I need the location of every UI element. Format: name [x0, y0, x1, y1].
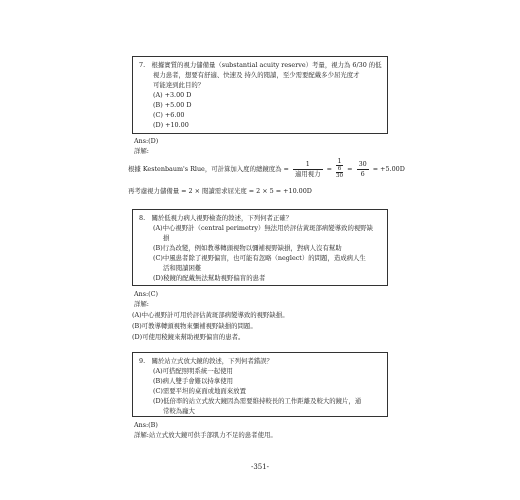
q7-stem-line3: 可能達到此目的？: [153, 81, 205, 89]
q8-explain-d: (D)可使用稜鏡來幫助視野偏盲的患者。: [132, 333, 245, 341]
q9-option-a: (A)可搭配照明系統一起使用: [153, 367, 233, 375]
formula1-f3-numerator: 30: [358, 159, 367, 168]
q8-answer: Ans:(C): [134, 290, 159, 298]
formula1-f3-denominator: 6: [360, 169, 365, 178]
question-9-box: [132, 352, 388, 417]
q8-explain-label: 詳解:: [134, 300, 149, 308]
formula1-inner-fraction: [336, 166, 343, 179]
q7-formula-1: [128, 154, 405, 184]
q7-option-b: (B) +5.00 D: [153, 101, 192, 109]
q9-option-b: (B)病人雙手會難以持拿使用: [153, 377, 233, 385]
formula1-f1-numerator: 1: [293, 160, 323, 170]
formula1-equals: =: [326, 165, 332, 173]
question-8-box: [132, 209, 388, 286]
q8-explain-a: (A)中心視野計可用於評估黃斑部病變導致的視野缺損。: [132, 311, 289, 319]
q8-option-a-cont: 損: [163, 234, 170, 242]
q8-stem: 8. 關於低視力病人視野檢查的敘述，下列何者正確？: [139, 214, 293, 222]
q7-explain-label: 詳解:: [134, 147, 149, 155]
q8-option-a: (A)中心視野計（central perimetry）無法用於評估黃斑部病變導致的視野缺: [153, 224, 374, 232]
formula1-result: = +5.00D: [372, 165, 405, 173]
q7-stem-line2: 視力患者，想要有舒適、快速及 持久的閱讀，至少需要配戴多少屈光度才: [153, 71, 360, 79]
q9-option-c: (C)需要平坦的桌面或地面來放置: [153, 387, 246, 395]
q8-option-c: (C)中風患者除了視野偏盲，也可能有忽略（neglect）的問題，造成病人生: [153, 254, 366, 262]
q7-option-a: (A) +3.00 D: [153, 91, 192, 99]
formula1-inner-numerator: 6: [337, 166, 342, 172]
q9-option-d: (D)低倍率的站立式放大鏡因為需要維持較長的工作距離及較大的鏡片，通: [153, 397, 362, 405]
page-number: -351-: [250, 463, 270, 471]
q9-explain: 詳解:站立式放大鏡可供手部肌力不足的患者使用。: [134, 431, 277, 439]
formula1-prefix: 根據 Kestenbaum's Rlue，可計算加入度的總鏡度為 =: [128, 165, 289, 173]
formula1-inner-denominator: 30: [335, 173, 344, 179]
q9-answer: Ans:(B): [134, 421, 158, 429]
formula1-fraction-3: [357, 160, 369, 179]
formula1-equals-2: =: [347, 165, 353, 173]
formula1-f1-denominator: 適用視力: [294, 169, 321, 178]
q9-stem: 9. 關於站立式放大鏡的敘述，下列何者錯誤？: [139, 357, 273, 365]
q7-option-d: (D) +10.00: [153, 121, 189, 129]
q7-formula-2: 再考慮視力儲備量 = 2 × 閱讀需求屈光度 = 2 × 5 = +10.00D: [128, 187, 312, 195]
q7-option-c: (C) +6.00: [153, 111, 185, 119]
formula1-f2-denominator: [336, 166, 343, 181]
q9-option-d-cont: 常較為龐大: [163, 407, 195, 415]
q7-stem-line1: 7. 根據實質的視力儲備量（substantial acuity reserve）考量，視力為 6/30 的低: [139, 61, 382, 69]
formula1-fraction-2: [336, 157, 343, 181]
q8-option-d: (D)稜鏡的配戴無法幫助視野偏盲的患者: [153, 274, 266, 282]
q8-option-c-cont: 活和閱讀困難: [163, 264, 202, 272]
formula1-fraction-1: [293, 160, 323, 179]
question-7-box: [132, 56, 388, 134]
q8-option-b: (B)行為改變，例如教導轉頭視物以彌補視野缺損，對病人沒有幫助: [153, 244, 342, 252]
q8-explain-b: (B)可教導轉頭視物來彌補視野缺損的問題。: [132, 322, 257, 330]
formula1-f2-numerator: 1: [337, 157, 342, 165]
q7-answer: Ans:(D): [134, 137, 159, 145]
